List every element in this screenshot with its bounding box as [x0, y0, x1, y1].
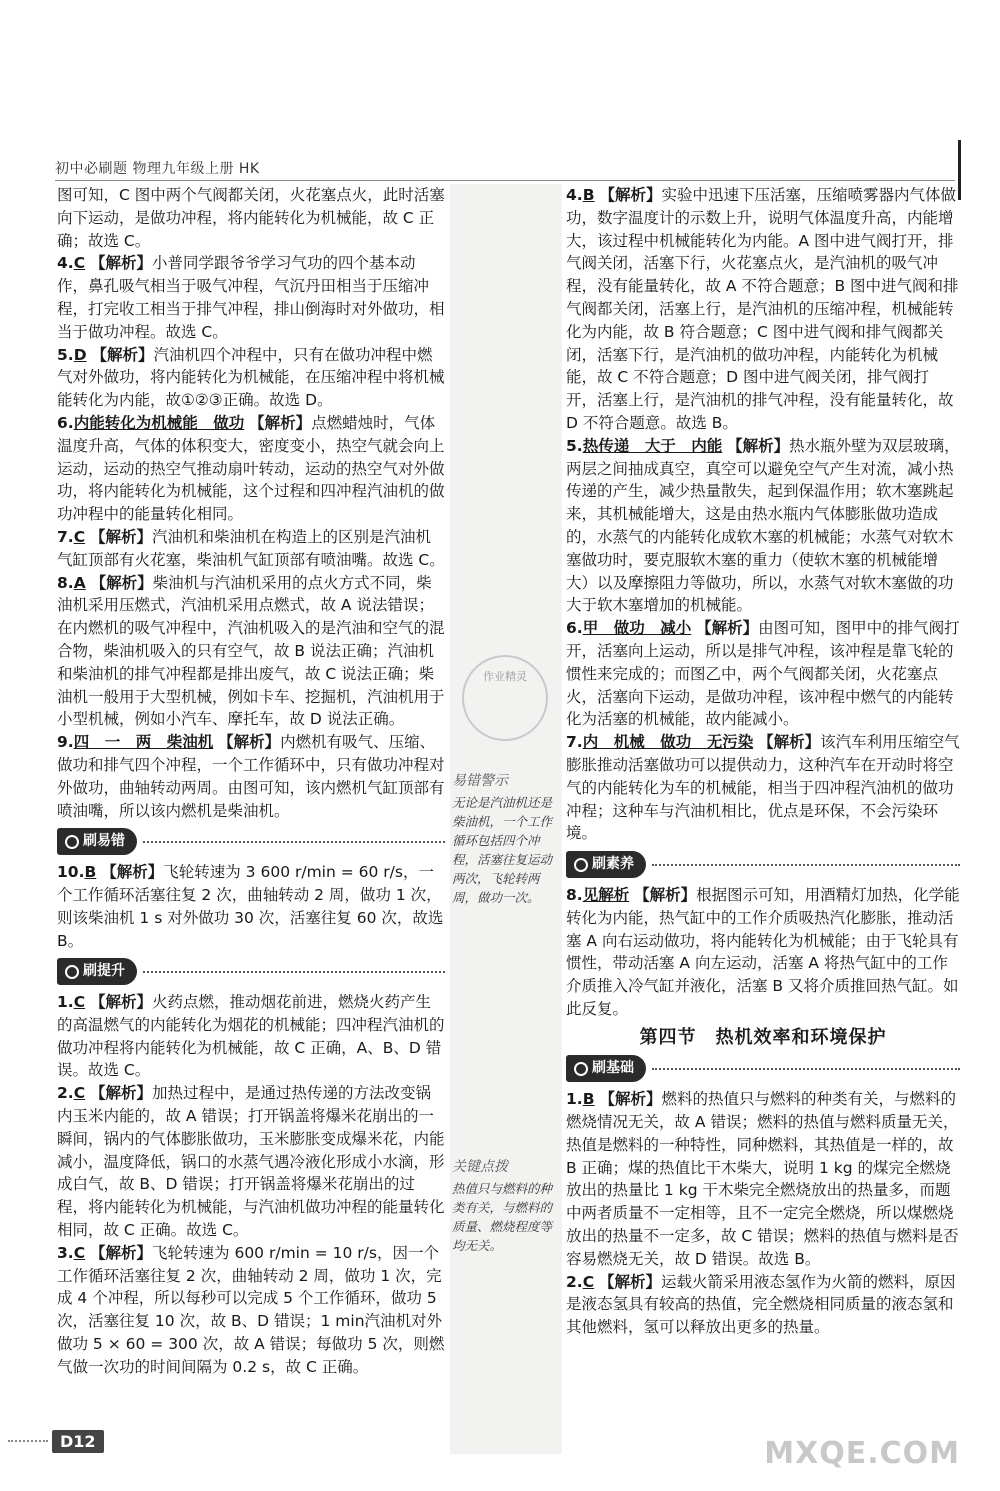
item-explanation: 内燃机有吸气、压缩、做功和排气四个冲程，一个工作循环中，只有做功冲程对外做功，曲轴转动两周。由图可知，该内燃机气缸顶部有喷油嘴，所以该内燃机是柴油机。 [57, 733, 445, 820]
item-number: 4. [57, 254, 74, 273]
section-badge [57, 958, 137, 985]
section-rule [652, 863, 960, 866]
item-answer: C [73, 1243, 86, 1262]
section-badge [566, 1055, 646, 1082]
item-tag: 【解析】 [599, 1090, 662, 1109]
item-number: 5. [566, 436, 583, 455]
margin-note-key [452, 1158, 558, 1255]
item-number: 7. [566, 733, 583, 752]
item-number: 1. [57, 993, 74, 1012]
section-header [566, 851, 960, 878]
item-tag: 【解析】 [696, 619, 759, 638]
section-label: 刷素养 [592, 856, 634, 873]
section-rule [652, 1067, 960, 1070]
footer-dots [8, 1440, 48, 1442]
item-explanation: 由图可知，图甲中的排气阀打开，活塞向上运动，所以是排气冲程，该冲程是靠飞轮的惯性来完成的；而图乙中，两个气阀都关闭，火花塞点火，活塞向下运动，是做功冲程，该冲程中燃气的内能转化为活塞的机械能，故内能减小。 [566, 619, 960, 729]
item-explanation: 汽油机和柴油机在构造上的区别是汽油机气缸顶部有火花塞，柴油机气缸顶部有喷油嘴。故选 C。 [57, 527, 445, 569]
item-number: 1. [566, 1090, 583, 1109]
section-label: 刷提升 [83, 963, 125, 980]
item-explanation: 运载火箭采用液态氢作为火箭的燃料，原因是液态氢具有较高的热值，完全燃烧相同质量的液态氢和其他燃料，氢可以释放出更多的热量。 [566, 1272, 956, 1337]
item-number: 2. [57, 1084, 74, 1103]
item-answer: B [582, 186, 595, 204]
answer-item [566, 731, 960, 845]
item-answer: A [73, 573, 86, 592]
item-tag: 【解析】 [91, 345, 154, 364]
answer-item [566, 1088, 960, 1270]
answer-item [566, 184, 960, 435]
item-answer: 内能转化为机械能 做功 [73, 413, 245, 432]
note-body: 热值只与燃料的种类有关，与燃料的质量、燃烧程度等均无关。 [452, 1181, 553, 1253]
item-answer: B [582, 1090, 595, 1109]
answer-item [566, 617, 960, 731]
item-explanation: 燃料的热值只与燃料的种类有关，与燃料的燃烧情况无关，故 A 错误；燃料的热值与燃料质量无关，热值是燃料的一种特性，同种燃料，其热值是一样的，故 B 正确；煤的热值比干木柴大，说明 1 kg 的煤完全燃烧放出的热量比 1 kg 干木柴完全燃烧放出的热量多，而题中两者质量不一定相等，且不一定完全燃烧，所以煤燃烧放出的热量不一定多，故 C 错误；燃料的热值与燃料是否容易燃烧无关，故 D 错误。故选 B。 [566, 1090, 959, 1268]
item-explanation: 柴油机与汽油机采用的点火方式不同，柴油机采用压燃式，汽油机采用点燃式，故 A 说法错误；在内燃机的吸气冲程中，汽油机吸入的是汽油和空气的混合物，柴油机吸入的只有空气，故 B 说法正确；汽油机和柴油机的排气冲程都是排出废气，故 C 说法正确；柴油机一般用于大型机械，例如卡车、挖掘机，汽油机用于小型机械，例如小汽车、摩托车，故 D 说法正确。 [57, 573, 445, 729]
answer-item [57, 252, 445, 343]
item-tag: 【解析】 [218, 733, 281, 752]
item-tag: 【解析】 [758, 733, 821, 752]
item-tag: 【解析】 [90, 527, 153, 546]
item-answer: B [84, 863, 97, 882]
item-explanation: 点燃蜡烛时，气体温度升高，气体的体积变大，密度变小，热空气就会向上运动，运动的热空气推动扇叶转动，运动的热空气对外做功，将内能转化为机械能，这个过程和四冲程汽油机的做功冲程中的能量转化相同。 [57, 413, 445, 524]
item-number: 8. [566, 885, 583, 904]
item-explanation: 热水瓶外壁为双层玻璃，两层之间抽成真空，真空可以避免空气产生对流，减小热传递的产生，减少热量散失，起到保温作用；软木塞跳起来，其机械能增大，这是由热水瓶内气体膨胀做功造成的，水蒸气的内能转化成软木塞的机械能；水蒸气对软木塞做功时，要克服软木塞的重力（使软木塞的机械能增大）以及摩擦阻力等做功，所以，水蒸气对软木塞做的功大于软木塞增加的机械能。 [566, 436, 960, 615]
item-number: 4. [566, 186, 583, 204]
answer-item [57, 572, 445, 732]
note-title: 易错警示 [452, 773, 508, 789]
item-explanation: 汽油机四个冲程中，只有在做功冲程中燃气对外做功，将内能转化为机械能，在压缩冲程中将机械能转化为内能，故①②③正确。故选 D。 [57, 345, 445, 410]
item-number: 10. [57, 863, 85, 882]
item-tag: 【解析】 [90, 1084, 153, 1103]
note-title: 关键点拨 [452, 1159, 508, 1175]
item-answer: C [73, 527, 86, 546]
item-answer: 热传递 大于 内能 [582, 436, 723, 455]
note-body: 无论是汽油机还是柴油机，一个工作循环包括四个冲程，活塞往复运动两次，飞轮转两周，做功一次。 [452, 795, 553, 905]
section-label: 刷基础 [592, 1060, 634, 1077]
section-rule [143, 840, 445, 843]
item-answer: 甲 做功 减小 [582, 619, 692, 638]
item-explanation: 小普同学跟爷爷学习气功的四个基本动作，鼻孔吸气相当于吸气冲程，气沉丹田相当于压缩冲程，打完收工相当于排气冲程，排山倒海时对外做功，相当于做功冲程。故选 C。 [57, 254, 445, 341]
item-explanation: 根据图示可知，用酒精灯加热，化学能转化为内能，热气缸中的工作介质吸热汽化膨胀，推动活塞 A 向右运动做功，将内能转化为机械能；由于飞轮具有惯性，带动活塞 A 向左运动，活塞 A 将热气缸中的工作介质推入冷气缸并液化，活塞 B 又将介质推回热气缸。如此反复。 [566, 885, 960, 1018]
left-column [57, 184, 445, 1379]
answer-item [57, 1242, 445, 1379]
item-answer: C [73, 1084, 86, 1103]
answer-item [57, 526, 445, 572]
item-tag: 【解析】 [90, 254, 153, 273]
section-header [57, 828, 445, 855]
section-badge [566, 851, 646, 878]
item-tag: 【解析】 [90, 1243, 153, 1262]
stamp [462, 655, 548, 741]
answer-item [566, 1271, 960, 1339]
section-label: 刷易错 [83, 833, 125, 850]
item-tag: 【解析】 [90, 993, 153, 1012]
badge-icon [65, 835, 79, 849]
right-column [566, 184, 960, 1339]
badge-icon [574, 1062, 588, 1076]
item-answer: 四 一 两 柴油机 [73, 733, 214, 752]
item-number: 6. [57, 413, 74, 432]
item-tag: 【解析】 [599, 186, 662, 204]
section-header [566, 1055, 960, 1082]
item-explanation: 加热过程中，是通过热传递的方法改变锅内玉米内能的，故 A 错误；打开锅盖将爆米花崩出的一瞬间，锅内的气体膨胀做功，玉米膨胀变成爆米花，内能减小，温度降低，锅口的水蒸气遇冷液化形成小水滴，形成白气，故 B、D 错误；打开锅盖将爆米花崩出的过程，将内能转化为机械能，与汽油机做功冲程的能量转化相同，故 C 正确。故选 C。 [57, 1084, 445, 1240]
item-number: 2. [566, 1272, 583, 1291]
item-number: 6. [566, 619, 583, 638]
section-badge [57, 828, 137, 855]
item-answer: 见解析 [582, 885, 630, 904]
item-explanation: 该汽车利用压缩空气膨胀推动活塞做功可以提供动力，这种汽车在开动时将空气的内能转化为车的机械能，相当于四冲程汽油机的做功冲程；这种车与汽油机相比，优点是环保，不会污染环境。 [566, 733, 960, 843]
item-answer: C [73, 254, 86, 273]
answer-item [57, 1082, 445, 1242]
watermark: MXQE.COM [764, 1436, 960, 1471]
item-answer: C [582, 1272, 595, 1291]
item-explanation: 火药点燃，推动烟花前进，燃烧火药产生的高温燃气的内能转化为烟花的机械能；四冲程汽油机的做功冲程将内能转化为机械能，故 C 正确，A、B、D 错误。故选 C。 [57, 993, 445, 1080]
answer-item [566, 435, 960, 617]
margin-note-error [452, 772, 558, 907]
answer-item [57, 412, 445, 526]
header-rule [55, 180, 955, 181]
item-tag: 【解析】 [634, 885, 697, 904]
item-number: 7. [57, 527, 74, 546]
item-answer: D [73, 345, 87, 364]
item-explanation: 飞轮转速为 600 r/min = 10 r/s，因一个工作循环活塞往复 2 次，曲轴转动 2 周，做功 1 次，完成 4 个冲程，所以每秒可以完成 5 个工作循环，做功 5 次，活塞往复 10 次，故 B、D 错误；1 min汽油机对外做功 5 × 60 = 300 次，故 A 错误；每做功 5 次，则燃气做一次功的时间间隔为 0.2 s，故 C 正确。 [57, 1243, 445, 1376]
item-tag: 【解析】 [90, 573, 153, 592]
item-tag: 【解析】 [727, 436, 790, 455]
item-answer: 内 机械 做功 无污染 [582, 733, 754, 752]
item-explanation: 飞轮转速为 3 600 r/min = 60 r/s，一个工作循环活塞往复 2 次，曲轴转动 2 周，做功 1 次，则该柴油机 1 s 对外做功 30 次，活塞往复 60 次，故选 B。 [57, 863, 444, 950]
item-number: 9. [57, 733, 74, 752]
answer-item [566, 884, 960, 1021]
answer-item [57, 991, 445, 1082]
item-tag: 【解析】 [249, 413, 312, 432]
section-title: 第四节 热机效率和环境保护 [639, 1026, 887, 1048]
book-header: 初中必刷题 物理九年级上册 HK [55, 161, 260, 177]
answer-item [57, 731, 445, 822]
answer-item [57, 344, 445, 412]
section-rule [143, 970, 445, 973]
continued-text: 图可知，C 图中两个气阀都关闭，火花塞点火，此时活塞向下运动，是做功冲程，将内能转化为机械能，故 C 正确；故选 C。 [57, 186, 445, 250]
stamp-text: 作业精灵 [483, 670, 527, 683]
answer-item [57, 861, 445, 952]
item-number: 8. [57, 573, 74, 592]
item-answer: C [73, 993, 86, 1012]
item-explanation: 实验中迅速下压活塞，压缩喷雾器内气体做功，数字温度计的示数上升，说明气体温度升高，内能增大，该过程中机械能转化为内能。A 图中进气阀打开，排气阀关闭，活塞下行，火花塞点火，是汽油机的吸气冲程，没有能量转化，故 A 不符合题意；B 图中进气阀和排气阀都关闭，活塞上行，是汽油机的压缩冲程，机械能转化为内能，故 B 符合题意；C 图中进气阀和排气阀都关闭，活塞下行，是汽油机的做功冲程，内能转化为机械能，故 C 不符合题意；D 图中进气阀关闭，排气阀打开，活塞上行，是汽油机的排气冲程，没有能量转化，故 D 不符合题意。故选 B。 [566, 186, 959, 432]
item-tag: 【解析】 [101, 863, 164, 882]
item-number: 5. [57, 345, 74, 364]
section-header [57, 958, 445, 985]
item-number: 3. [57, 1243, 74, 1262]
badge-icon [574, 858, 588, 872]
page-number: D12 [52, 1430, 104, 1453]
item-tag: 【解析】 [599, 1272, 662, 1291]
badge-icon [65, 965, 79, 979]
